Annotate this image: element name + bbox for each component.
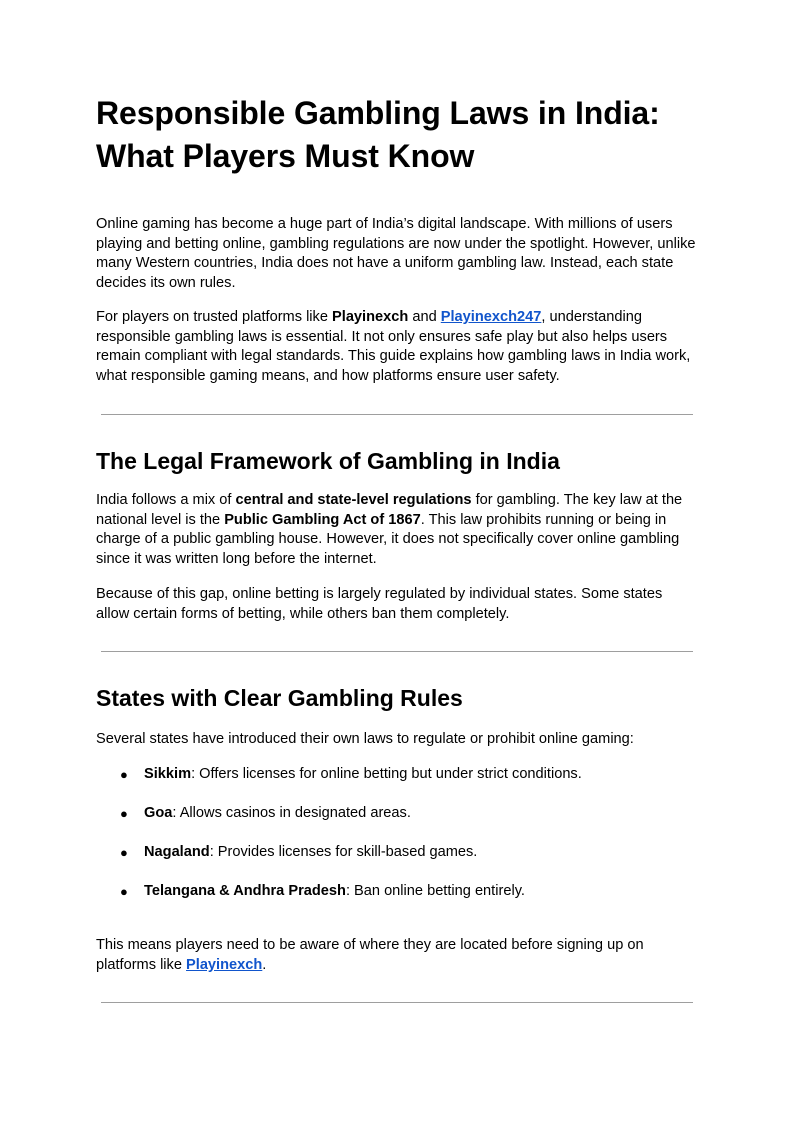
legal-p1-a: India follows a mix of	[96, 492, 236, 508]
intro-paragraph-2	[96, 308, 696, 386]
divider-3	[101, 1002, 693, 1003]
state-name: Sikkim	[144, 766, 192, 782]
section-heading-legal-framework: The Legal Framework of Gambling in India	[96, 448, 560, 474]
bullet-icon: ●	[120, 883, 128, 899]
list-item	[96, 804, 696, 824]
legal-p1-e: . This law prohibits running or being in charge of a public gambling house. However, it does not specifically cover online gambling since it was written long before the internet.	[96, 511, 680, 567]
states-intro-paragraph: Several states have introduced their own laws to regulate or prohibit online gaming:	[96, 731, 634, 747]
bullet-icon: ●	[120, 805, 128, 821]
state-rule: : Offers licenses for online betting but under strict conditions.	[191, 766, 582, 782]
divider-1	[101, 414, 693, 415]
bullet-icon: ●	[120, 844, 128, 860]
legal-framework-paragraph-1	[96, 491, 696, 569]
intro-p2-suffix: , understanding responsible gambling laws is essential. It not only ensures safe play but also helps users remain compliant with legal standards. This guide explains how gambling laws in India work, what responsible gaming means, and how platforms ensure user safety.	[96, 309, 691, 384]
state-rule: : Provides licenses for skill-based games.	[209, 843, 478, 860]
playinexch247-link[interactable]: Playinexch247	[440, 309, 542, 325]
legal-p1-c: for gambling. The key law at the national level is the	[96, 492, 683, 528]
divider-2	[101, 651, 693, 652]
bullet-icon: ●	[120, 767, 128, 782]
page-title: Responsible Gambling Laws in India: What Players Must Know	[96, 95, 660, 174]
section-heading-states: States with Clear Gambling Rules	[96, 685, 463, 711]
states-outro-paragraph	[96, 936, 696, 975]
state-name: Nagaland	[144, 843, 210, 860]
state-name: Goa	[144, 804, 173, 821]
state-rule: : Ban online betting entirely.	[345, 882, 525, 899]
states-outro-suffix: .	[262, 956, 267, 973]
list-item	[96, 882, 696, 902]
brand-name-bold: Playinexch	[332, 309, 409, 325]
legal-p1-bold-act: Public Gambling Act of 1867	[224, 511, 421, 528]
intro-p2-prefix: For players on trusted platforms like	[96, 309, 333, 325]
intro-p2-and: and	[408, 309, 441, 325]
states-list	[96, 765, 696, 921]
legal-p1-bold-regulations: central and state-level regulations	[235, 492, 472, 508]
legal-framework-paragraph-2: Because of this gap, online betting is largely regulated by individual states. Some states allow certain forms of betting, while others ban them completely.	[96, 586, 663, 622]
state-name: Telangana & Andhra Pradesh	[144, 882, 346, 899]
playinexch-link[interactable]: Playinexch	[186, 956, 263, 973]
list-item	[96, 843, 696, 863]
intro-paragraph-1: Online gaming has become a huge part of India’s digital landscape. With millions of users playing and betting online, gambling regulations are now under the spotlight. However, unlike many Western countries, India does not have a uniform gambling law. Instead, each state decides its own rules.	[96, 216, 696, 291]
states-outro-prefix: This means players need to be aware of where they are located before signing up on platforms like	[96, 937, 644, 973]
list-item	[96, 765, 696, 785]
state-rule: : Allows casinos in designated areas.	[172, 804, 411, 821]
